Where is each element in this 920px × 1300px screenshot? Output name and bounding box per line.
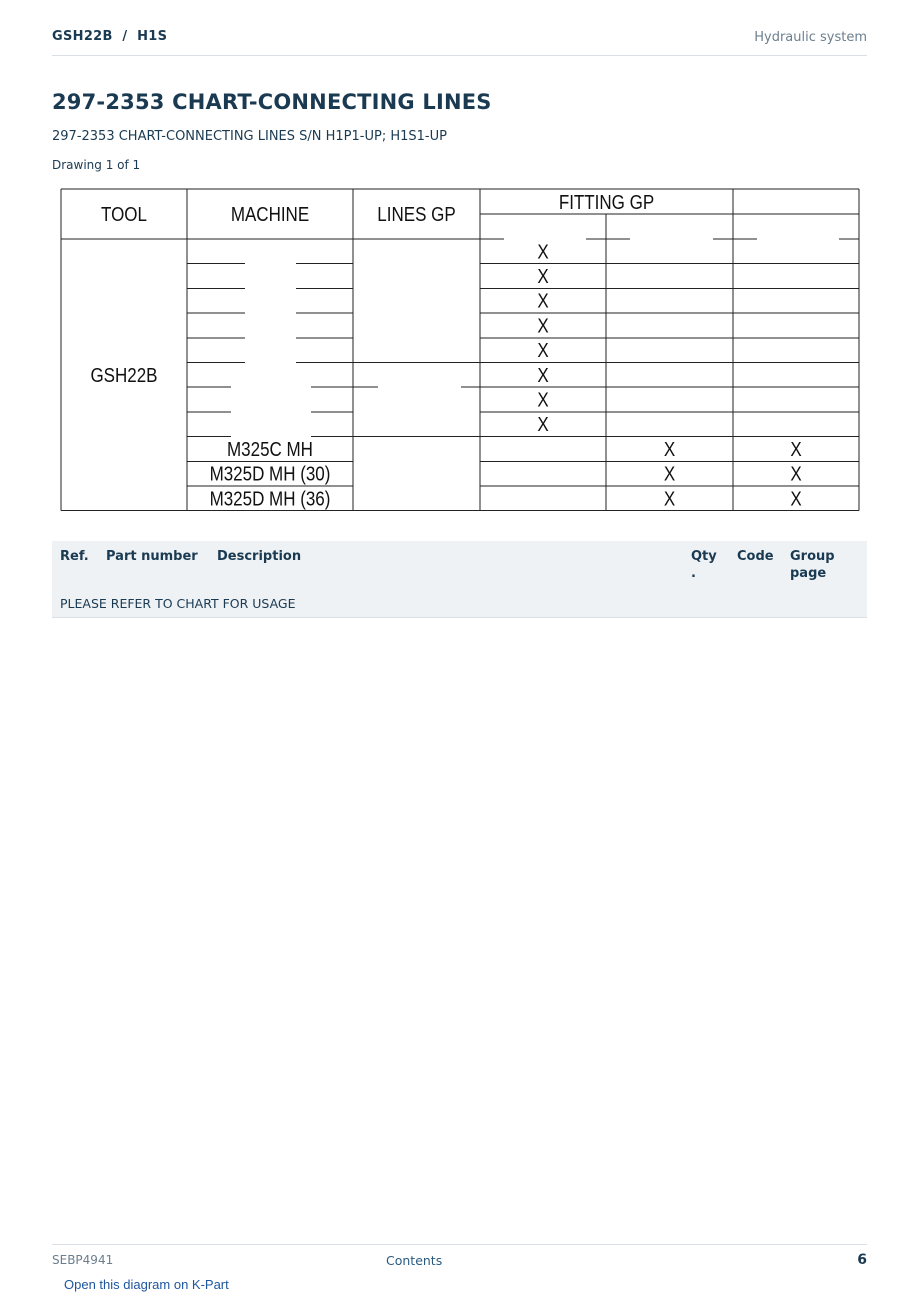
machine-name: M325C MH — [227, 437, 313, 461]
col-group-line1: Group — [790, 549, 835, 564]
usage-mark: X — [537, 388, 549, 411]
breadcrumb: GSH22B / H1S — [52, 29, 168, 44]
col-qty-line2: . — [691, 566, 696, 581]
contents-link[interactable]: Contents — [386, 1253, 443, 1268]
usage-note: PLEASE REFER TO CHART FOR USAGE — [60, 596, 296, 611]
usage-mark: X — [537, 338, 549, 362]
usage-mark: X — [537, 314, 549, 337]
machine-name: M325D MH (36) — [209, 487, 331, 510]
usage-mark: X — [663, 462, 676, 485]
header-lines-gp: LINES GP — [377, 202, 456, 226]
header-machine: MACHINE — [230, 202, 310, 226]
tool-value: GSH22B — [90, 363, 158, 387]
page-title: 297-2353 CHART-CONNECTING LINES — [52, 90, 492, 114]
usage-mark: X — [790, 462, 802, 485]
document-code: SEBP4941 — [52, 1253, 114, 1267]
page-subtitle: 297-2353 CHART-CONNECTING LINES S/N H1P1-UP; H1S1-UP — [52, 129, 447, 144]
usage-mark: X — [537, 412, 549, 436]
usage-mark: X — [537, 363, 549, 387]
kpart-link[interactable]: Open this diagram on K-Part — [64, 1277, 229, 1292]
usage-mark: X — [663, 487, 676, 510]
col-ref: Ref. — [60, 549, 89, 564]
col-group-page — [790, 548, 835, 582]
footer-divider — [52, 1244, 867, 1245]
col-qty-line1: Qty — [691, 549, 717, 564]
col-part-number: Part number — [106, 549, 198, 564]
section-name: Hydraulic system — [754, 30, 867, 45]
parts-list-table — [52, 541, 867, 618]
usage-chart-drawing — [0, 0, 920, 530]
usage-mark: X — [537, 240, 549, 263]
usage-mark: X — [663, 437, 676, 461]
col-group-line2: page — [790, 566, 827, 581]
usage-mark: X — [537, 264, 549, 288]
col-code: Code — [737, 549, 774, 564]
usage-mark: X — [537, 289, 549, 313]
col-qty — [691, 548, 717, 582]
page-number: 6 — [857, 1252, 867, 1268]
col-description: Description — [217, 549, 302, 564]
usage-mark: X — [790, 487, 802, 510]
header-tool: TOOL — [101, 202, 147, 226]
machine-name: M325D MH (30) — [209, 462, 331, 485]
header-fitting-gp: FITTING GP — [558, 190, 655, 214]
usage-mark: X — [790, 437, 802, 461]
drawing-label: Drawing 1 of 1 — [52, 158, 141, 172]
